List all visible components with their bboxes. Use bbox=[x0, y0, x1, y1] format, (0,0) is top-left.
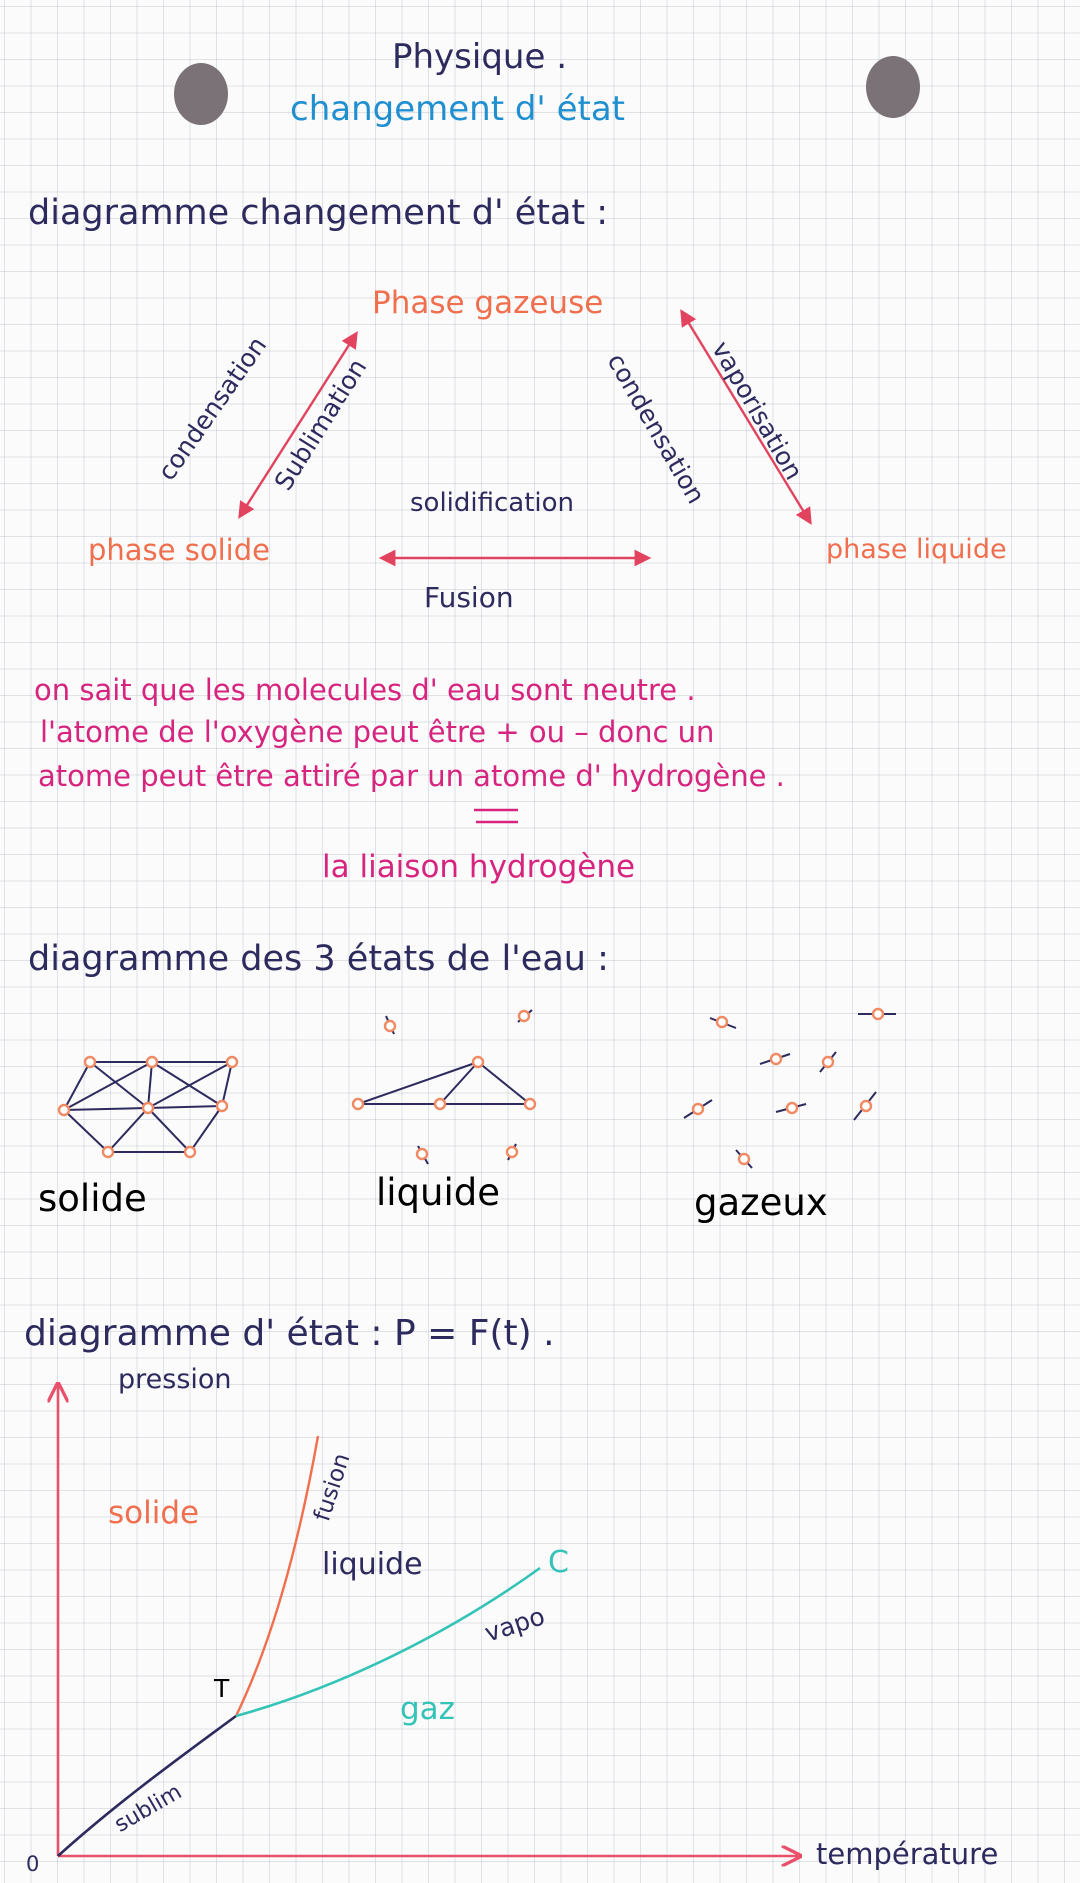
arrow-label-sublimation: Sublimation bbox=[268, 353, 373, 496]
page-subtitle: changement d' état bbox=[290, 89, 626, 129]
triple-point-label: T bbox=[214, 1674, 230, 1703]
section1-heading: diagramme changement d' état : bbox=[28, 193, 609, 233]
region-gas-label: gaz bbox=[400, 1691, 455, 1727]
fusion-curve-label: fusion bbox=[309, 1450, 356, 1525]
arrow-label-fusion: Fusion bbox=[424, 581, 514, 614]
section2-heading: diagramme des 3 états de l'eau : bbox=[28, 939, 609, 979]
region-liquid-label: liquide bbox=[322, 1547, 423, 1582]
fusion-curve bbox=[236, 1436, 318, 1716]
origin-label: 0 bbox=[26, 1852, 40, 1876]
solid-phase-label: phase solide bbox=[88, 533, 270, 567]
page-title: Physique . bbox=[392, 37, 567, 77]
solid-label: solide bbox=[38, 1177, 147, 1220]
arrow-label-condensation-right: condensation bbox=[601, 348, 711, 509]
y-axis-label: pression bbox=[118, 1364, 232, 1395]
gas-label: gazeux bbox=[694, 1181, 828, 1224]
liquid-label: liquide bbox=[376, 1171, 501, 1214]
arrow-label-solidification: solidification bbox=[410, 488, 575, 518]
vapo-curve-label: vapo bbox=[481, 1601, 549, 1648]
note-line-1: on sait que les molecules d' eau sont neutre . bbox=[34, 673, 696, 707]
gas-phase-label: Phase gazeuse bbox=[372, 285, 604, 321]
x-axis-label: température bbox=[816, 1837, 999, 1871]
sublimation-curve bbox=[58, 1716, 236, 1856]
note-line-2: l'atome de l'oxygène peut être + ou – donc un bbox=[40, 715, 715, 749]
note-line-3: atome peut être attiré par un atome d' hydrogène . bbox=[38, 759, 785, 793]
section3-heading: diagramme d' état : P = F(t) . bbox=[24, 1313, 555, 1354]
sublim-curve-label: sublim bbox=[110, 1779, 187, 1838]
arrow-label-condensation-left: condensation bbox=[151, 331, 273, 486]
region-solid-label: solide bbox=[108, 1495, 200, 1531]
critical-point-label: C bbox=[548, 1545, 569, 1580]
arrow-label-vaporisation: vaporisation bbox=[706, 336, 809, 485]
liquid-phase-label: phase liquide bbox=[826, 534, 1007, 565]
hydrogen-bond-label: la liaison hydrogène bbox=[322, 849, 636, 885]
